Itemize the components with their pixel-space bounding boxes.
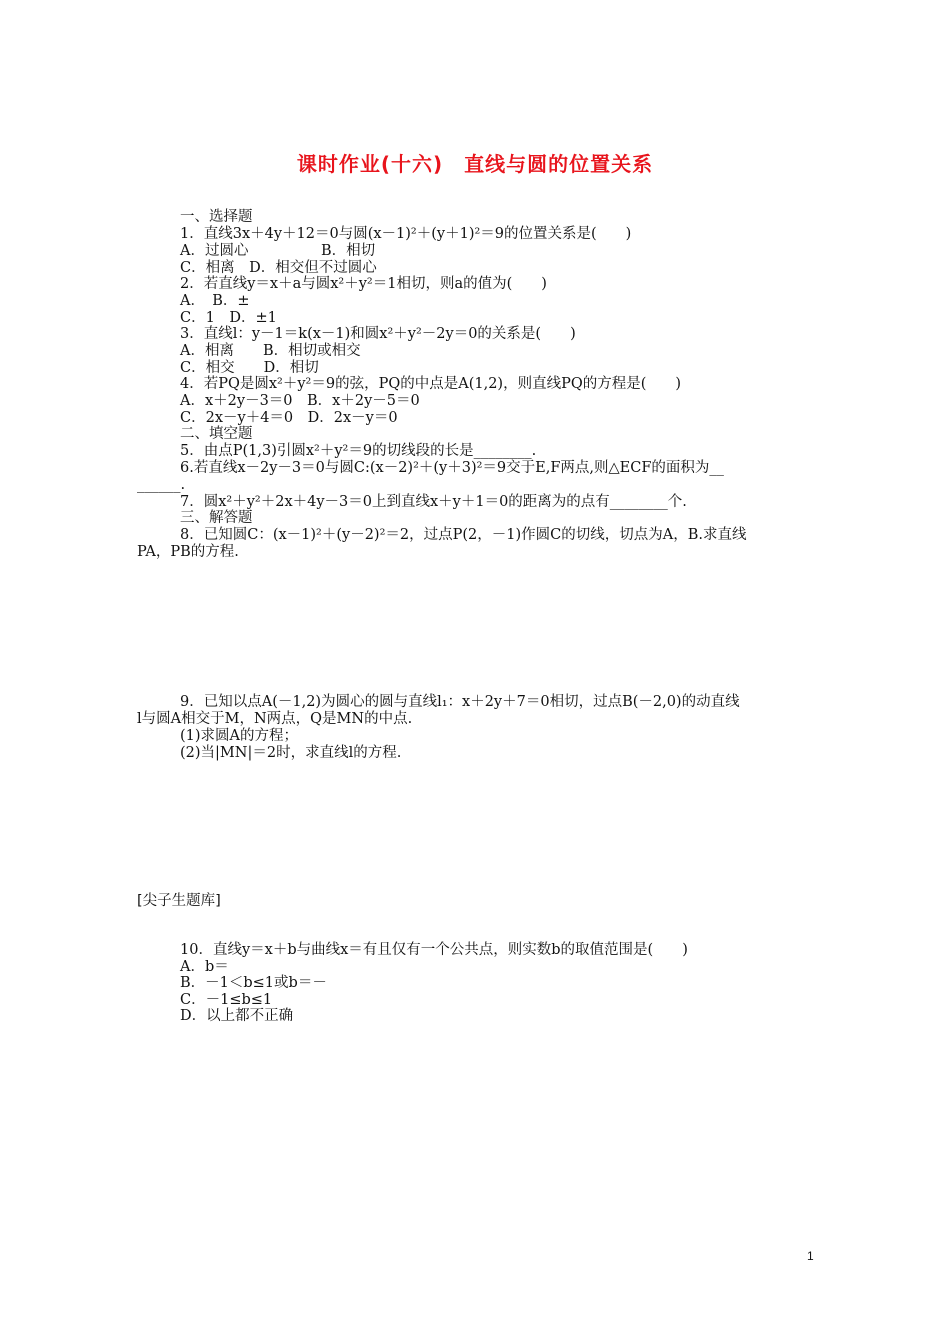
q10-option-d: D．以上都不正确 xyxy=(180,1008,294,1024)
q4-options-cd: C．2x－y＋4＝0 D．2x－y＝0 xyxy=(180,410,398,426)
question-9: 9．已知以点A(－1,2)为圆心的圆与直线l₁：x＋2y＋7＝0相切，过点B(－2,0)的动直线 xyxy=(180,694,740,710)
section-heading-solve: 三、解答题 xyxy=(180,510,253,526)
question-8-continuation: PA，PB的方程. xyxy=(137,544,239,560)
question-10: 10．直线y＝x＋b与曲线x＝有且仅有一个公共点，则实数b的取值范围是( ) xyxy=(180,942,688,958)
q2-options-cd: C．1 D．±1 xyxy=(180,310,277,326)
section-heading-fill: 二、填空题 xyxy=(180,426,253,442)
question-8: 8．已知圆C：(x－1)²＋(y－2)²＝2，过点P(2，－1)作圆C的切线，切点为A，B.求直线 xyxy=(180,527,747,543)
q10-option-b: B．－1＜b≤1或b＝－ xyxy=(180,975,327,991)
q6-blank-continuation: ______. xyxy=(137,477,186,493)
question-9-part-1: (1)求圆A的方程； xyxy=(180,728,299,744)
question-5: 5．由点P(1,3)引圆x²＋y²＝9的切线段的长是________. xyxy=(180,443,537,459)
section-heading-choice: 一、选择题 xyxy=(180,209,253,225)
question-3: 3．直线l：y－1＝k(x－1)和圆x²＋y²－2y＝0的关系是( ) xyxy=(180,326,576,342)
question-4: 4．若PQ是圆x²＋y²＝9的弦，PQ的中点是A(1,2)，则直线PQ的方程是( ) xyxy=(180,376,682,392)
q4-options-ab: A．x＋2y－3＝0 B．x＋2y－5＝0 xyxy=(180,393,420,409)
question-1: 1．直线3x＋4y＋12＝0与圆(x－1)²＋(y＋1)²＝9的位置关系是( ) xyxy=(180,226,632,242)
question-9-part-2: (2)当|MN|＝2时，求直线l的方程. xyxy=(180,745,402,761)
q10-option-c: C．－1≤b≤1 xyxy=(180,992,273,1008)
q1-options-cd: C．相离 D．相交但不过圆心 xyxy=(180,260,377,276)
q10-option-a: A．b＝ xyxy=(180,959,229,975)
question-7: 7．圆x²＋y²＋2x＋4y－3＝0上到直线x＋y＋1＝0的距离为的点有________个. xyxy=(180,494,687,510)
q3-options-ab: A．相离 B．相切或相交 xyxy=(180,343,361,359)
page-number: 1 xyxy=(807,1249,814,1263)
bank-label: [尖子生题库] xyxy=(137,893,221,909)
question-2: 2．若直线y＝x＋a与圆x²＋y²＝1相切，则a的值为( ) xyxy=(180,276,547,292)
question-6: 6.若直线x－2y－3＝0与圆C:(x－2)²＋(y＋3)²＝9交于E,F两点,则△ECF的面积为__ xyxy=(180,460,724,476)
page-title: 课时作业(十六) 直线与圆的位置关系 xyxy=(296,152,654,176)
question-9-continuation: l与圆A相交于M，N两点，Q是MN的中点. xyxy=(137,711,413,727)
q3-options-cd: C．相交 D．相切 xyxy=(180,360,319,376)
q1-options-ab: A．过圆心 B．相切 xyxy=(180,243,376,259)
q2-options-ab: A． B．± xyxy=(180,293,250,309)
